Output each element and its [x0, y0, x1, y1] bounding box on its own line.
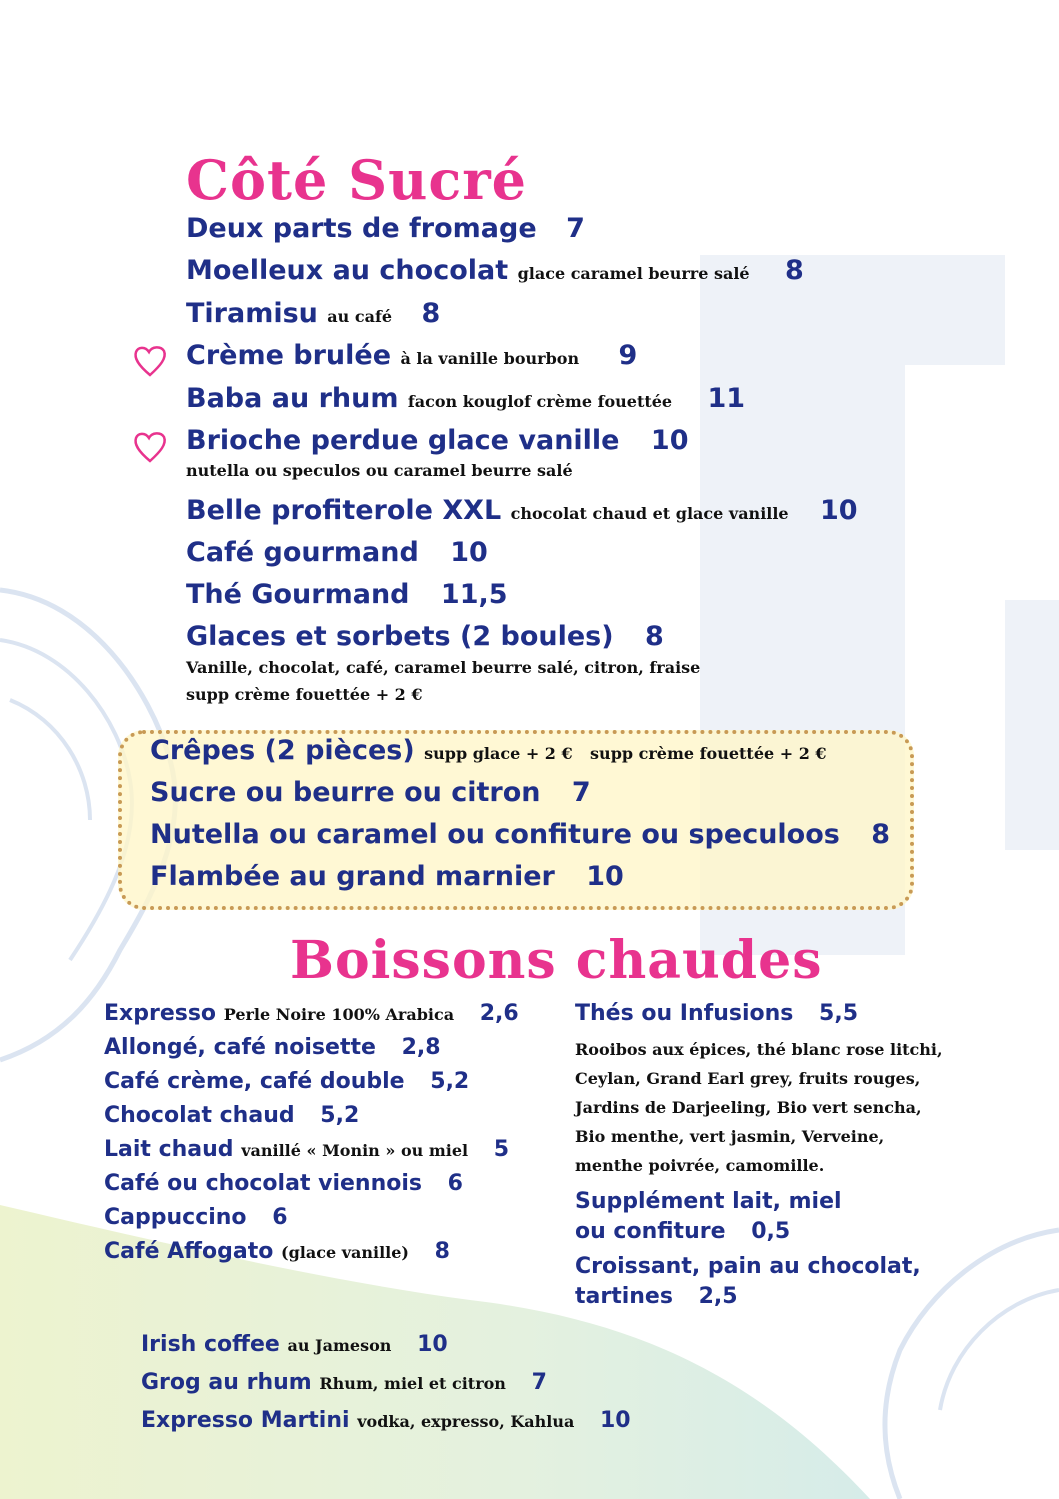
item-price: 8 — [645, 621, 664, 652]
item-name: Flambée au grand marnier — [150, 861, 555, 892]
item-price: 10 — [820, 495, 858, 526]
tea-list-line: Bio menthe, vert jasmin, Verveine, — [575, 1127, 885, 1146]
menu-item — [141, 1409, 631, 1433]
item-description: (glace vanille) — [281, 1243, 409, 1262]
menu-item — [186, 426, 688, 456]
menu-item — [186, 496, 858, 526]
item-price: 8 — [421, 298, 441, 329]
item-name: Belle profiterole XXL — [186, 495, 502, 526]
item-price: 10 — [586, 861, 624, 892]
item-name: Café Affogato — [104, 1239, 274, 1264]
item-name: Tiramisu — [186, 298, 318, 329]
item-price: 0,5 — [751, 1219, 791, 1244]
menu-item — [575, 1220, 790, 1244]
background-shape — [1005, 600, 1059, 850]
item-description: Rhum, miel et citron — [319, 1374, 506, 1393]
item-price: 5 — [493, 1137, 510, 1162]
menu-item — [575, 1002, 858, 1026]
menu-item — [141, 1333, 448, 1357]
tea-list-line: menthe poivrée, camomille. — [575, 1156, 825, 1175]
item-price: 8 — [785, 255, 804, 286]
item-name: Chocolat chaud — [104, 1103, 295, 1128]
item-description: à la vanille bourbon — [400, 349, 580, 368]
menu-item — [150, 820, 890, 850]
menu-item — [104, 1206, 288, 1230]
item-name: Deux parts de fromage — [186, 213, 537, 244]
crepes-supplement: supp glace + 2 € — [424, 744, 573, 763]
item-name: Lait chaud — [104, 1137, 234, 1162]
item-name: Expresso Martini — [141, 1408, 350, 1433]
crepes-header — [150, 736, 827, 766]
tea-list-line: Rooibos aux épices, thé blanc rose litchi, — [575, 1040, 943, 1059]
item-price: 5,5 — [819, 1001, 859, 1026]
item-price: 10 — [450, 537, 488, 568]
heart-icon — [132, 430, 168, 464]
item-description: Perle Noire 100% Arabica — [223, 1005, 455, 1024]
supplement-line1: Supplément lait, miel — [575, 1189, 842, 1214]
item-price: 10 — [417, 1332, 448, 1357]
menu-item — [141, 1371, 547, 1395]
item-sub-description: nutella ou speculos ou caramel beurre salé — [186, 461, 573, 480]
item-name: Irish coffee — [141, 1332, 280, 1357]
item-price: 2,8 — [401, 1035, 441, 1060]
item-price: 8 — [871, 819, 891, 850]
item-name: Brioche perdue glace vanille — [186, 425, 620, 456]
tea-list-line: Jardins de Darjeeling, Bio vert sencha, — [575, 1098, 922, 1117]
menu-item — [186, 256, 804, 286]
item-name: Café crème, café double — [104, 1069, 405, 1094]
item-price: 2,6 — [479, 1001, 519, 1026]
item-description: facon kouglof crème fouettée — [407, 392, 673, 411]
menu-item — [104, 1036, 441, 1060]
item-price: 11,5 — [440, 579, 508, 610]
menu-item — [186, 299, 440, 329]
item-price: 6 — [447, 1171, 463, 1196]
item-name: Baba au rhum — [186, 383, 399, 414]
item-name: Grog au rhum — [141, 1370, 312, 1395]
item-name: Thés ou Infusions — [575, 1001, 794, 1026]
menu-item — [186, 341, 637, 371]
menu-item — [186, 214, 585, 244]
section-title-boissons-chaudes: Boissons chaudes — [290, 930, 823, 991]
menu-item — [104, 1240, 450, 1264]
item-name: Moelleux au chocolat — [186, 255, 509, 286]
item-price: 11 — [707, 383, 746, 414]
item-name: Café gourmand — [186, 537, 419, 568]
item-name: Expresso — [104, 1001, 217, 1026]
item-name: Sucre ou beurre ou citron — [150, 777, 541, 808]
item-description: vodka, expresso, Kahlua — [357, 1412, 575, 1431]
menu-item — [104, 1172, 463, 1196]
item-price: 2,5 — [698, 1284, 738, 1309]
item-name: Nutella ou caramel ou confiture ou speculoos — [150, 819, 840, 850]
item-price: 7 — [566, 213, 585, 244]
item-name: Thé Gourmand — [186, 579, 410, 610]
menu-item — [186, 622, 664, 652]
item-sub-description: Vanille, chocolat, café, caramel beurre salé, citron, fraise — [186, 658, 701, 677]
menu-item — [575, 1285, 738, 1309]
menu-item — [104, 1104, 359, 1128]
item-price: 6 — [272, 1205, 288, 1230]
item-name: tartines — [575, 1284, 673, 1309]
crepes-supplement: supp crème fouettée + 2 € — [590, 744, 827, 763]
menu-item — [186, 384, 745, 414]
item-price: 5,2 — [430, 1069, 470, 1094]
item-price: 5,2 — [320, 1103, 360, 1128]
item-price: 7 — [571, 777, 591, 808]
item-name: Glaces et sorbets (2 boules) — [186, 621, 614, 652]
heart-icon — [132, 344, 168, 378]
item-sub-description: supp crème fouettée + 2 € — [186, 685, 423, 704]
item-description: au Jameson — [287, 1336, 392, 1355]
croissant-line1: Croissant, pain au chocolat, — [575, 1254, 921, 1279]
item-price: 10 — [599, 1408, 631, 1433]
menu-item — [104, 1138, 509, 1162]
item-description: au café — [327, 307, 393, 326]
item-description: vanillé « Monin » ou miel — [241, 1141, 469, 1160]
item-price: 8 — [434, 1239, 450, 1264]
item-price: 7 — [531, 1370, 547, 1395]
item-name: Cappuccino — [104, 1205, 247, 1230]
item-description: glace caramel beurre salé — [517, 264, 750, 283]
item-name: Café ou chocolat viennois — [104, 1171, 422, 1196]
item-name: ou confiture — [575, 1219, 726, 1244]
item-name: Crème brulée — [186, 340, 392, 371]
item-price: 10 — [650, 425, 689, 456]
menu-item — [104, 1070, 469, 1094]
item-description: chocolat chaud et glace vanille — [510, 504, 789, 523]
item-price: 9 — [618, 340, 638, 371]
menu-item — [150, 862, 624, 892]
menu-item — [104, 1002, 519, 1026]
menu-item — [150, 778, 591, 808]
item-name: Allongé, café noisette — [104, 1035, 376, 1060]
section-title-cote-sucre: Côté Sucré — [186, 148, 528, 212]
menu-item — [186, 580, 508, 610]
tea-list-line: Ceylan, Grand Earl grey, fruits rouges, — [575, 1069, 921, 1088]
menu-item — [186, 538, 488, 568]
crepes-title: Crêpes (2 pièces) — [150, 735, 415, 766]
